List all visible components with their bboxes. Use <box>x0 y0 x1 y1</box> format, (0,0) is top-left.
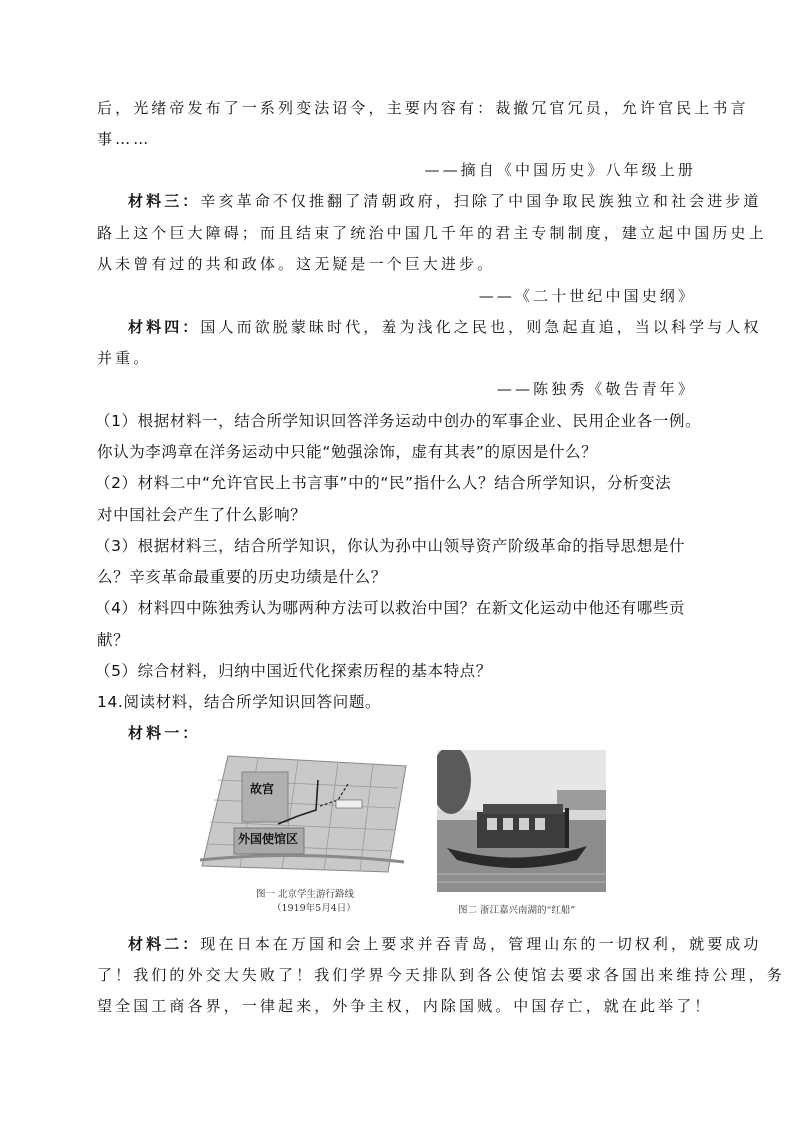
q14-material2-line3: 望全国工商各界，一律起来，外争主权，内除国贼。中国存亡，就在此举了！ <box>97 997 713 1015</box>
red-boat-photo <box>437 750 606 892</box>
map-figure <box>198 750 410 878</box>
material4-line2: 并重。 <box>97 349 152 367</box>
fig1-caption-line2: （1919年5月4日） <box>272 903 356 914</box>
question-4a: （4）材料四中陈独秀认为哪两种方法可以救治中国？在新文化运动中他还有哪些贡 <box>95 599 686 617</box>
q14-material2-label: 材料二： <box>128 935 201 953</box>
material2-source: ——摘自《中国历史》八年级上册 <box>424 161 696 179</box>
fig2-caption: 图二 浙江嘉兴南湖的“红船” <box>458 905 576 916</box>
question-1a: （1）根据材料一，结合所学知识回答洋务运动中创办的军事企业、民用企业各一例。 <box>95 412 702 430</box>
question-2b: 对中国社会产生了什么影响？ <box>97 506 307 524</box>
fig1-caption-line1: 图一 北京学生游行路线 <box>256 889 355 900</box>
question-3a: （3）根据材料三，结合所学知识，你认为孙中山领导资产阶级革命的指导思想是什 <box>95 537 686 555</box>
map-label-palace: 故宫 <box>250 782 275 796</box>
q14-material2-text1: 现在日本在万国和会上要求并吞青岛，管理山东的一切权利，就要成功 <box>200 935 762 953</box>
question-2a: （2）材料二中“允许官民上书言事”中的“民”指什么人？结合所学知识，分析变法 <box>95 474 672 492</box>
q14-material2-line2: 了！我们的外交大失败了！我们学界今天排队到各公使馆去要求各国出来维持公理，务 <box>97 966 785 984</box>
material3-source: ——《二十世纪中国史纲》 <box>478 287 696 305</box>
q14-title: 14.阅读材料，结合所学知识回答问题。 <box>97 693 382 711</box>
material4-text1: 国人而欲脱蒙昧时代，羞为浅化之民也，则急起直追，当以科学与人权 <box>200 318 762 336</box>
material2-line2: 事…… <box>97 130 152 148</box>
beijing-map-image <box>198 750 410 878</box>
material3-line1 <box>128 190 762 211</box>
question-5: （5）综合材料，归纳中国近代化探索历程的基本特点？ <box>95 662 492 680</box>
question-3b: 么？辛亥革命最重要的历史功绩是什么？ <box>97 568 387 586</box>
question-4b: 献？ <box>97 631 130 649</box>
material4-line1 <box>128 316 762 337</box>
question-1b: 你认为李鸿章在洋务运动中只能“勉强涂饰，虚有其表”的原因是什么？ <box>97 443 598 461</box>
material3-line2: 路上这个巨大障碍；而且结束了统治中国几千年的君主专制制度，建立起中国历史上 <box>97 224 767 242</box>
material4-label: 材料四： <box>128 318 201 336</box>
red-boat-image <box>437 750 606 892</box>
material3-text1: 辛亥革命不仅推翻了清朝政府，扫除了中国争取民族独立和社会进步道 <box>200 192 762 210</box>
material3-label: 材料三： <box>128 192 201 210</box>
material3-line3: 从未曾有过的共和政体。这无疑是一个巨大进步。 <box>97 255 496 273</box>
q14-material1-label: 材料一： <box>128 724 201 742</box>
material4-source: ——陈独秀《敬告青年》 <box>496 380 696 398</box>
material2-line1: 后，光绪帝发布了一系列变法诏令，主要内容有：裁撤冗官冗员，允许官民上书言 <box>97 99 749 117</box>
map-label-legation: 外国使馆区 <box>238 832 299 846</box>
q14-material2-line1 <box>128 933 762 954</box>
